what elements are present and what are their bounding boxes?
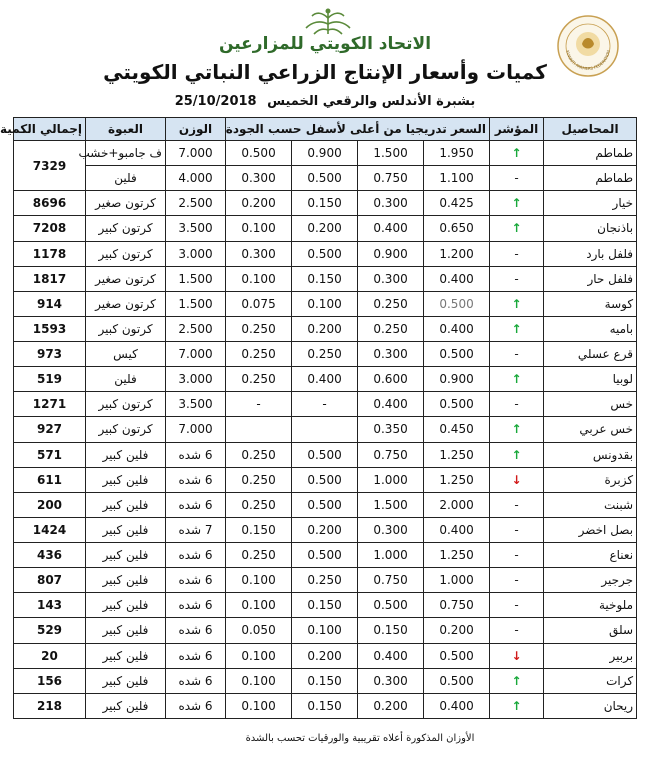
price-grade-3: 0.150 (292, 668, 358, 693)
price-grade-2: 1.500 (358, 141, 424, 166)
price-grade-1: 1.250 (424, 467, 490, 492)
trend-same-icon: - (490, 543, 544, 568)
price-grade-4: 0.100 (226, 216, 292, 241)
table-row (14, 316, 637, 341)
price-table (0, 117, 637, 719)
trend-same-icon: - (490, 266, 544, 291)
trend-up-icon: ↑ (490, 216, 544, 241)
product-name: بربير (544, 643, 637, 668)
price-grade-3: 0.150 (292, 191, 358, 216)
price-grade-2: 0.750 (358, 166, 424, 191)
total-quantity: 20 (14, 643, 86, 668)
unit-weight: 6 شده (166, 568, 226, 593)
unit-weight: 2.500 (166, 191, 226, 216)
report-header (0, 0, 647, 118)
unit-weight: 3.000 (166, 241, 226, 266)
price-grade-4: - (226, 392, 292, 417)
total-quantity: 529 (14, 618, 86, 643)
price-grade-3: 0.500 (292, 241, 358, 266)
price-grade-3: 0.250 (292, 342, 358, 367)
price-grade-4: 0.250 (226, 442, 292, 467)
unit-weight: 6 شده (166, 593, 226, 618)
price-grade-4: 0.250 (226, 543, 292, 568)
total-quantity: 143 (14, 593, 86, 618)
packaging: كرتون كبير (86, 417, 166, 442)
price-grade-3: 0.100 (292, 291, 358, 316)
price-grade-2: 0.500 (358, 593, 424, 618)
price-grade-4: 0.100 (226, 266, 292, 291)
page-subtitle (160, 94, 490, 109)
trend-up-icon: ↑ (490, 367, 544, 392)
col-price: السعر تدريجيا من أعلى لأسفل حسب الجودة (226, 118, 490, 141)
price-grade-4: 0.250 (226, 367, 292, 392)
packaging: فلين كبير (86, 492, 166, 517)
total-quantity: 200 (14, 492, 86, 517)
packaging: كرتون صغير (86, 191, 166, 216)
unit-weight: 4.000 (166, 166, 226, 191)
packaging: فلين كبير (86, 643, 166, 668)
price-grade-1: 0.400 (424, 316, 490, 341)
packaging: كرتون كبير (86, 316, 166, 341)
price-grade-2: 0.200 (358, 693, 424, 718)
price-grade-3: 0.500 (292, 467, 358, 492)
product-name: شبنت (544, 492, 637, 517)
price-grade-2: 1.000 (358, 467, 424, 492)
unit-weight: 3.500 (166, 216, 226, 241)
packaging: فلين (86, 367, 166, 392)
product-name: خس عربي (544, 417, 637, 442)
price-grade-4: 0.250 (226, 316, 292, 341)
price-grade-4: 0.250 (226, 467, 292, 492)
price-grade-4: 0.100 (226, 593, 292, 618)
table-row (14, 191, 637, 216)
price-grade-3: 0.200 (292, 517, 358, 542)
unit-weight: 7.000 (166, 141, 226, 166)
total-quantity: 807 (14, 568, 86, 593)
price-grade-1: 1.100 (424, 166, 490, 191)
col-product: المحاصيل (544, 118, 637, 141)
total-quantity: 436 (14, 543, 86, 568)
total-quantity: 571 (14, 442, 86, 467)
trend-up-icon: ↑ (490, 442, 544, 467)
price-grade-1: 0.400 (424, 266, 490, 291)
packaging: فلين كبير (86, 593, 166, 618)
product-name: خيار (544, 191, 637, 216)
price-grade-1: 1.200 (424, 241, 490, 266)
trend-up-icon: ↑ (490, 141, 544, 166)
price-grade-3: 0.900 (292, 141, 358, 166)
total-quantity: 7329 (14, 141, 86, 191)
unit-weight: 6 شده (166, 668, 226, 693)
packaging: فلين كبير (86, 693, 166, 718)
price-grade-3: 0.500 (292, 442, 358, 467)
table-row (14, 266, 637, 291)
table-row (14, 216, 637, 241)
trend-down-icon: ↓ (490, 643, 544, 668)
price-grade-1: 0.500 (424, 668, 490, 693)
unit-weight: 2.500 (166, 316, 226, 341)
unit-weight: 7.000 (166, 342, 226, 367)
product-name: ريحان (544, 693, 637, 718)
product-name: كرات (544, 668, 637, 693)
col-indicator: المؤشر (490, 118, 544, 141)
product-name: بصل اخضر (544, 517, 637, 542)
price-grade-1: 1.250 (424, 442, 490, 467)
report-date: 25/10/2018 (174, 94, 257, 109)
product-name: باميه (544, 316, 637, 341)
product-name: باذنجان (544, 216, 637, 241)
product-name: ملوخية (544, 593, 637, 618)
page-title: كميات وأسعار الإنتاج الزراعي النباتي الكويتي (103, 60, 547, 84)
product-name: فلفل بارد (544, 241, 637, 266)
packaging: فلين كبير (86, 517, 166, 542)
total-quantity: 1593 (14, 316, 86, 341)
price-grade-3: 0.200 (292, 643, 358, 668)
table-row (14, 342, 637, 367)
price-grade-1: 1.950 (424, 141, 490, 166)
total-quantity: 156 (14, 668, 86, 693)
price-grade-2: 0.250 (358, 291, 424, 316)
packaging: كرتون كبير (86, 216, 166, 241)
price-grade-3: 0.150 (292, 266, 358, 291)
unit-weight: 7.000 (166, 417, 226, 442)
packaging: كرتون صغير (86, 291, 166, 316)
product-name: طماطم (544, 141, 637, 166)
col-packaging: العبوة (86, 118, 166, 141)
table-header-row (14, 118, 637, 141)
trend-up-icon: ↑ (490, 417, 544, 442)
product-name: سلق (544, 618, 637, 643)
price-grade-3 (292, 417, 358, 442)
unit-weight: 6 شده (166, 693, 226, 718)
unit-weight: 3.500 (166, 392, 226, 417)
trend-down-icon: ↓ (490, 467, 544, 492)
price-grade-4: 0.100 (226, 643, 292, 668)
price-grade-1: 0.450 (424, 417, 490, 442)
table-row (14, 668, 637, 693)
total-quantity: 1178 (14, 241, 86, 266)
price-grade-4: 0.075 (226, 291, 292, 316)
packaging: فلين كبير (86, 568, 166, 593)
total-quantity: 7208 (14, 216, 86, 241)
product-name: كزبرة (544, 467, 637, 492)
unit-weight: 6 شده (166, 643, 226, 668)
price-grade-1: 0.425 (424, 191, 490, 216)
packaging: كرتون كبير (86, 392, 166, 417)
price-grade-4: 0.300 (226, 241, 292, 266)
trend-same-icon: - (490, 166, 544, 191)
price-grade-3: 0.500 (292, 492, 358, 517)
table-row (14, 568, 637, 593)
table-row (14, 291, 637, 316)
trend-same-icon: - (490, 492, 544, 517)
price-grade-4: 0.300 (226, 166, 292, 191)
price-grade-1: 0.750 (424, 593, 490, 618)
price-grade-1: 0.900 (424, 367, 490, 392)
product-name: خس (544, 392, 637, 417)
market-label: بشبرة الأندلس والرقعي الخميس (267, 94, 476, 109)
col-total-qty: إجمالي الكمية (14, 118, 86, 141)
price-grade-2: 0.400 (358, 216, 424, 241)
unit-weight: 3.000 (166, 367, 226, 392)
price-grade-4: 0.100 (226, 693, 292, 718)
total-quantity: 519 (14, 367, 86, 392)
table-row (14, 442, 637, 467)
price-grade-4: 0.050 (226, 618, 292, 643)
total-quantity: 1424 (14, 517, 86, 542)
price-grade-3: 0.250 (292, 568, 358, 593)
product-name: كوسة (544, 291, 637, 316)
total-quantity: 1817 (14, 266, 86, 291)
price-grade-4 (226, 417, 292, 442)
table-row (14, 417, 637, 442)
price-grade-3: 0.500 (292, 543, 358, 568)
table-row (14, 141, 637, 166)
unit-weight: 1.500 (166, 291, 226, 316)
price-grade-1: 0.500 (424, 291, 490, 316)
price-grade-4: 0.100 (226, 568, 292, 593)
table-row (14, 367, 637, 392)
price-grade-1: 0.400 (424, 517, 490, 542)
product-name: فلفل حار (544, 266, 637, 291)
product-name: لوبيا (544, 367, 637, 392)
trend-same-icon: - (490, 342, 544, 367)
price-grade-1: 0.200 (424, 618, 490, 643)
unit-weight: 6 شده (166, 442, 226, 467)
price-grade-2: 1.000 (358, 543, 424, 568)
price-grade-2: 0.150 (358, 618, 424, 643)
price-grade-4: 0.150 (226, 517, 292, 542)
table-row (14, 392, 637, 417)
table-row (14, 543, 637, 568)
price-grade-2: 0.750 (358, 442, 424, 467)
product-name: طماطم (544, 166, 637, 191)
price-grade-2: 0.400 (358, 392, 424, 417)
trend-up-icon: ↑ (490, 191, 544, 216)
total-quantity: 611 (14, 467, 86, 492)
table-row (14, 467, 637, 492)
col-weight: الوزن (166, 118, 226, 141)
trend-same-icon: - (490, 618, 544, 643)
unit-weight: 6 شده (166, 467, 226, 492)
price-grade-4: 0.250 (226, 342, 292, 367)
packaging: ف جامبو+خشب (86, 141, 166, 166)
packaging: كرتون كبير (86, 241, 166, 266)
table-row (14, 643, 637, 668)
packaging: كرتون صغير (86, 266, 166, 291)
price-grade-2: 0.250 (358, 316, 424, 341)
price-grade-3: - (292, 392, 358, 417)
trend-up-icon: ↑ (490, 693, 544, 718)
table-row (14, 618, 637, 643)
unit-weight: 7 شده (166, 517, 226, 542)
price-grade-3: 0.100 (292, 618, 358, 643)
price-grade-3: 0.200 (292, 316, 358, 341)
price-grade-1: 0.650 (424, 216, 490, 241)
total-quantity: 927 (14, 417, 86, 442)
total-quantity: 1271 (14, 392, 86, 417)
trend-up-icon: ↑ (490, 291, 544, 316)
packaging: فلين كبير (86, 668, 166, 693)
table-row (14, 593, 637, 618)
price-grade-1: 0.500 (424, 392, 490, 417)
price-grade-2: 0.350 (358, 417, 424, 442)
unit-weight: 1.500 (166, 266, 226, 291)
price-grade-1: 1.000 (424, 568, 490, 593)
packaging: فلين كبير (86, 442, 166, 467)
price-grade-3: 0.400 (292, 367, 358, 392)
packaging: فلين كبير (86, 618, 166, 643)
price-grade-2: 0.300 (358, 342, 424, 367)
price-grade-4: 0.250 (226, 492, 292, 517)
price-grade-2: 1.500 (358, 492, 424, 517)
packaging: فلين كبير (86, 467, 166, 492)
logo-text: KUWAITI FARMERS FEDERATION (565, 49, 611, 72)
footer-note: الأوزان المذكورة أعلاه تقريبية والورقيات تحسب بالشدة (245, 733, 475, 744)
price-grade-1: 2.000 (424, 492, 490, 517)
price-grade-3: 0.200 (292, 216, 358, 241)
trend-up-icon: ↑ (490, 668, 544, 693)
price-grade-3: 0.150 (292, 593, 358, 618)
price-grade-3: 0.150 (292, 693, 358, 718)
price-grade-1: 1.250 (424, 543, 490, 568)
price-grade-2: 0.300 (358, 266, 424, 291)
price-grade-2: 0.900 (358, 241, 424, 266)
price-grade-3: 0.500 (292, 166, 358, 191)
packaging: كيس (86, 342, 166, 367)
price-grade-2: 0.300 (358, 517, 424, 542)
price-grade-2: 0.750 (358, 568, 424, 593)
price-grade-2: 0.400 (358, 643, 424, 668)
unit-weight: 6 شده (166, 492, 226, 517)
leaf-ornament-icon (300, 6, 356, 36)
total-quantity: 218 (14, 693, 86, 718)
table-body (14, 141, 637, 719)
price-grade-2: 0.600 (358, 367, 424, 392)
unit-weight: 6 شده (166, 618, 226, 643)
price-grade-1: 0.400 (424, 693, 490, 718)
table-row (14, 492, 637, 517)
product-name: بقدونس (544, 442, 637, 467)
packaging: فلين كبير (86, 543, 166, 568)
table-row (14, 166, 637, 191)
price-grade-1: 0.500 (424, 342, 490, 367)
unit-weight: 6 شده (166, 543, 226, 568)
total-quantity: 914 (14, 291, 86, 316)
product-name: قرع عسلي (544, 342, 637, 367)
trend-same-icon: - (490, 517, 544, 542)
price-grade-2: 0.300 (358, 668, 424, 693)
table-row (14, 517, 637, 542)
trend-same-icon: - (490, 593, 544, 618)
union-name: الاتحاد الكويتي للمزارعين (218, 34, 432, 54)
total-quantity: 973 (14, 342, 86, 367)
table-row (14, 241, 637, 266)
trend-same-icon: - (490, 241, 544, 266)
product-name: جرجير (544, 568, 637, 593)
price-grade-4: 0.100 (226, 668, 292, 693)
table-row (14, 693, 637, 718)
product-name: نعناع (544, 543, 637, 568)
trend-same-icon: - (490, 568, 544, 593)
federation-logo (556, 14, 620, 78)
price-grade-1: 0.500 (424, 643, 490, 668)
price-grade-4: 0.200 (226, 191, 292, 216)
price-grade-2: 0.300 (358, 191, 424, 216)
packaging: فلين (86, 166, 166, 191)
price-grade-4: 0.500 (226, 141, 292, 166)
trend-up-icon: ↑ (490, 316, 544, 341)
total-quantity: 8696 (14, 191, 86, 216)
trend-same-icon: - (490, 392, 544, 417)
